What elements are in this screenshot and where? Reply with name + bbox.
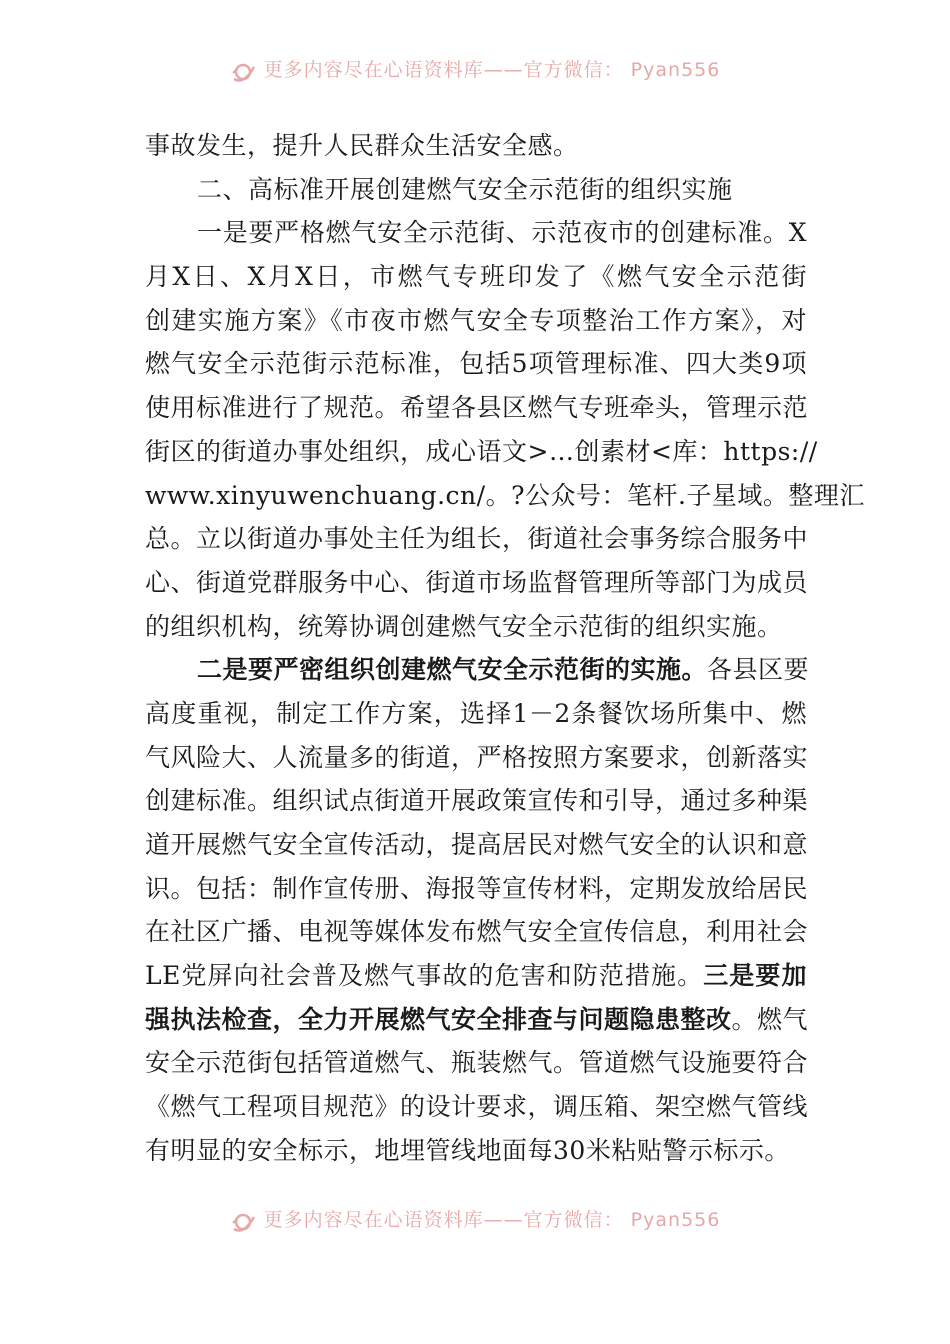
text-line: 一是要严格燃气安全示范街、示范夜市的创建标准。X: [197, 218, 807, 248]
text-line: www.xinyuwenchuang.cn/。?公众号：笔杆.子星域。整理汇: [145, 480, 865, 510]
text-line: 心、街道党群服务中心、街道市场监督管理所等部门为成员: [145, 567, 809, 597]
text-line: [145, 648, 810, 692]
bold-lead-2: 二是要严密组织创建燃气安全示范街的实施。: [197, 655, 708, 685]
text-line: 气风险大、人流量多的街道，严格按照方案要求，创新落实: [145, 742, 809, 772]
header-watermark: [0, 56, 950, 86]
text-line: 的组织机构，统筹协调创建燃气安全示范街的组织实施。: [145, 611, 783, 641]
logo-icon: [230, 59, 258, 83]
text-segment: 。燃气: [731, 1004, 809, 1034]
watermark-text: 更多内容尽在心语资料库——官方微信： Pyan556: [263, 58, 721, 81]
text-line: 在社区广播、电视等媒体发布燃气安全宣传信息，利用社会: [145, 917, 809, 947]
text-line: 高度重视，制定工作方案，选择1－2条餐饮场所集中、燃: [145, 698, 807, 728]
text-line: [145, 954, 807, 998]
bold-lead-3: 三是要加: [703, 961, 807, 991]
text-line: 安全示范街包括管道燃气、瓶装燃气。管道燃气设施要符合: [145, 1048, 809, 1078]
bold-lead-3-cont: 强执法检查，全力开展燃气安全排查与问题隐患整改: [145, 1004, 732, 1034]
logo-icon: [230, 1209, 258, 1233]
text-line: 总。立以街道办事处主任为组长，街道社会事务综合服务中: [145, 524, 809, 554]
document-body: [145, 124, 865, 1173]
text-line: 道开展燃气安全宣传活动，提高居民对燃气安全的认识和意: [145, 830, 809, 859]
footer-watermark: [0, 1206, 950, 1236]
text-segment: 各县区要: [707, 655, 810, 685]
text-line: 创建标准。组织试点街道开展政策宣传和引导，通过多种渠: [145, 786, 809, 816]
text-line: 街区的街道办事处组织，成心语文>…创素材<库：https://: [145, 436, 818, 466]
watermark-text: 更多内容尽在心语资料库——官方微信： Pyan556: [263, 1208, 721, 1231]
text-line: 《燃气工程项目规范》的设计要求，调压箱、架空燃气管线: [145, 1092, 809, 1122]
text-line: 识。包括：制作宣传册、海报等宣传材料，定期发放给居民: [145, 873, 809, 903]
text-line: [145, 998, 807, 1042]
text-line: 燃气安全示范街示范标准，包括5项管理标准、四大类9项: [145, 349, 807, 379]
text-line: 有明显的安全标示，地埋管线地面每30米粘贴警示标示。: [145, 1135, 790, 1165]
text-line: 月X日、X月X日，市燃气专班印发了《燃气安全示范街: [145, 262, 807, 292]
section-heading: 二、高标准开展创建燃气安全示范街的组织实施: [197, 174, 733, 204]
text-line: 使用标准进行了规范。希望各县区燃气专班牵头，管理示范: [145, 393, 809, 423]
text-line: 事故发生，提升人民群众生活安全感。: [145, 131, 579, 160]
text-line: 创建实施方案》《市夜市燃气安全专项整治工作方案》，对: [145, 305, 807, 335]
text-segment: LE党屏向社会普及燃气事故的危害和防范措施。: [145, 961, 704, 991]
